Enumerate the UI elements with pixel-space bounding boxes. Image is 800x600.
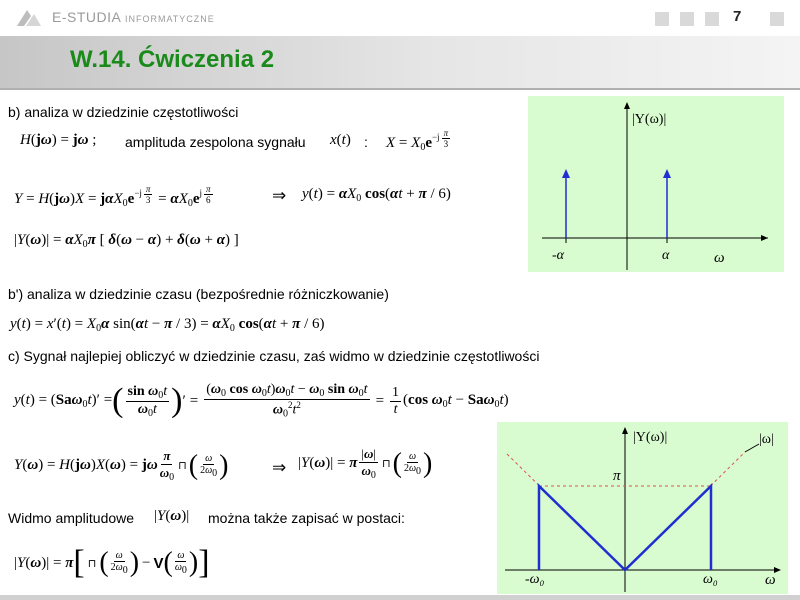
plot1-tick-pos: α xyxy=(662,248,670,263)
alt-form-text-2: można także zapisać w postaci: xyxy=(208,510,405,526)
page-title: W.14. Ćwiczenia 2 xyxy=(70,46,275,73)
spectrum-plot-2 xyxy=(497,422,788,594)
nav-square-3[interactable] xyxy=(705,12,719,26)
eq-output-phasor: $Y = H(j\omega)X = j\alpha X_0e^{-j \frac{\pi}{3}}$ = $\alpha X_0e^{j \frac{\pi}{6}}$ xyxy=(14,184,211,209)
plot2-pi-label: π xyxy=(613,468,621,484)
eq-transfer-function: H(jω) = jω ; xyxy=(20,132,97,148)
spectrum-plot-1 xyxy=(528,96,784,272)
logo-sub: INFORMATYCZNE xyxy=(124,14,215,24)
eq-amplitude-text: amplituda zespolona sygnału xyxy=(125,134,306,150)
eq-sa-derivative: y(t) = (Saω$_0$t)′ = ( $\frac{\sin \omega_0t}{\omega_0t}$ ) ′ = $\frac{(\omega_0 \cos \omega_0t)\omega_0t - \omega_0 \sin \omega_0t}{\omega_0^2t^2}$ = $\frac{1}{t}$ (cos $\omega_0t - Sa\omega_0t$) xyxy=(14,382,509,420)
plot2-ylabel: |Y(ω)| xyxy=(633,430,668,445)
eq-output-signal: $y(t) = \alpha X_0$ cos(αt + π / 6) xyxy=(302,186,451,204)
implies-arrow-1: ⇒ xyxy=(272,186,287,205)
plot2-xlabel: ω xyxy=(765,572,776,588)
plot2-curve-label: |ω| xyxy=(759,432,774,447)
section-b2-heading: b') analiza w dziedzinie czasu (bezpośrednie różniczkowanie) xyxy=(8,286,389,302)
eq-colon: : xyxy=(364,134,368,150)
plot1-xlabel: ω xyxy=(714,250,725,266)
logo-text xyxy=(52,9,215,25)
bottom-bar xyxy=(0,595,800,600)
eq-time-derivative: $y(t) = x'(t) = X_0\alpha$ $\sin(\alpha t - \pi / 3) = \alpha X_0$ cos(αt + π / 6) xyxy=(10,316,325,334)
plot2-tick-pos: ω₀ xyxy=(703,572,718,587)
title-divider xyxy=(0,88,800,90)
alt-form-symbol: |Y(ω)| xyxy=(154,508,190,524)
logo-main: E-STUDIA xyxy=(52,9,121,25)
eq-alt-spectrum: |Y(ω)| = π [ ⊓ ( $\frac{\omega}{2\omega 0}$ ) − V ( $\frac{\omega}{\omega 0}$ ) ] xyxy=(14,544,210,581)
page-number: 7 xyxy=(733,8,742,25)
eq-amplitude-spectrum: $|Y(\omega)| = \alpha X_0\pi$ [ δ(ω − α) + δ(ω + α) ] xyxy=(14,232,239,250)
eq-output-spectrum: Y(ω) = H(jω)X(ω) = jω $\frac{\pi}{\omega_0}$ ⊓ ( $\frac{\omega}{2\omega 0}$ ) xyxy=(14,448,229,483)
plot1-ylabel: |Y(ω)| xyxy=(632,112,667,127)
nav-square-1[interactable] xyxy=(655,12,669,26)
section-b-heading: b) analiza w dziedzinie częstotliwości xyxy=(8,104,239,120)
alt-form-text: Widmo amplitudowe xyxy=(8,510,135,526)
eq-abs-spectrum: |Y(ω)| = π $\frac{|\omega|}{\omega_0}$ ⊓ ( $\frac{\omega}{2\omega 0}$ ) xyxy=(298,446,433,481)
eq-signal-symbol: x(t) xyxy=(330,132,351,148)
implies-arrow-2: ⇒ xyxy=(272,458,287,477)
nav-square-4[interactable] xyxy=(770,12,784,26)
section-c-heading: c) Sygnał najlepiej obliczyć w dziedzinie czasu, zaś widmo w dziedzinie częstotliwości xyxy=(8,348,540,364)
nav-square-2[interactable] xyxy=(680,12,694,26)
plot2-tick-neg: -ω₀ xyxy=(525,572,545,587)
plot1-tick-neg: -α xyxy=(552,248,565,263)
eq-complex-amplitude: $X = X_0e^{-j \frac{\pi}{3}}$ xyxy=(386,128,449,153)
logo-icon xyxy=(14,6,44,30)
